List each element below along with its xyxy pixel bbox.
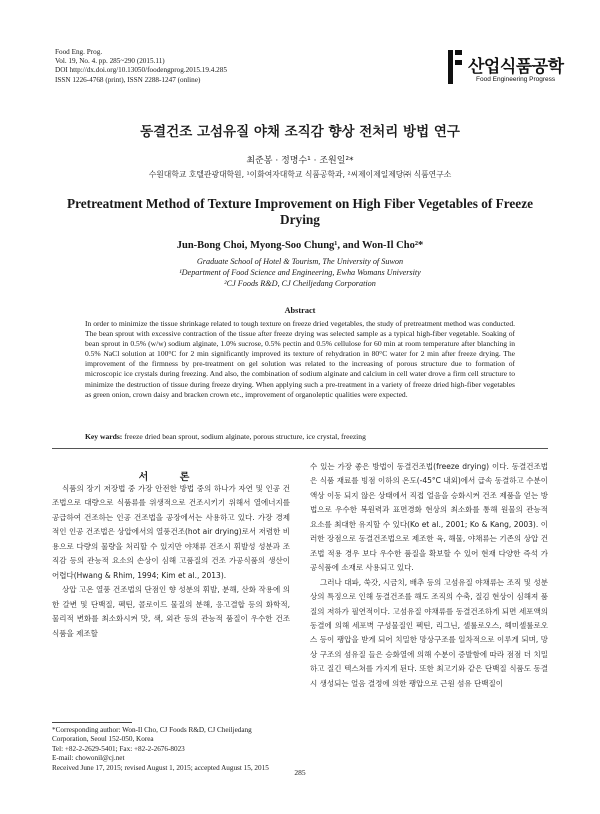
footnote-corresponding: *Corresponding author: Won-Il Cho, CJ Foods R&D, CJ Cheiljedang Corporation, Seoul 152-050, Korea (52, 726, 252, 744)
journal-name: Food Eng. Prog. (55, 48, 103, 56)
abstract-heading: Abstract (284, 306, 316, 315)
intro-paragraph-1: 식품의 장기 저장법 중 가장 안전한 방법 중의 하나가 자연 및 인공 건조법으로 대량으로 식품류를 위생적으로 건조시키기 위해서 열에너지를 공급하여 건조하는 인공 건조법을 공장에서는 사용하고 있다. 가장 경제적인 인공 건조법은 상압에서의 열풍건조(hot air drying)로서 저렴한 비용으로 다량의 물량을 처리할 수 있지만 야채류 건조시 휘발성 성분과 조직감 등의 관능적 요소의 손상이 심해 고품질의 건조 가공식품의 생산이 어렵다(Hwang & Rhim, 1994; Kim et al., 2013). (52, 484, 290, 580)
journal-issn: ISSN 1226-4768 (print), ISSN 2288-1247 (online) (55, 75, 201, 84)
keywords-list: freeze dried bean sprout, sodium alginate, porous structure, ice crystal, freezing (124, 432, 366, 441)
korean-title: 동결건조 고섬유질 야채 조직감 향상 전처리 방법 연구 (140, 124, 460, 140)
affiliation-1: Graduate School of Hotel & Tourism, The University of Suwon (196, 257, 404, 266)
journal-meta (55, 48, 227, 85)
korean-authors: 최준봉 · 정명수¹ · 조원일²* (246, 156, 354, 166)
intro-paragraph-4: 그러나 대파, 쑥갓, 시금치, 배추 등의 고섬유질 야채류는 조직 및 성분상의 특징으로 인해 동결건조를 해도 조직의 수축, 질김 현상이 심해져 품질의 저하가 필연적이다. 고섬유질 야채류를 동결건조하게 되면 세포액의 동결에 의해 세포벽 구성물질인 펙틴, 리그닌, 셀룰로오스, 헤미셀룰로오스 등이 팽압을 받게 되어 치밀한 망상구조를 일차적으로 이루게 되며, 망상 구조의 섬유질 들은 승화열에 의해 수분이 증발함에 따라 점점 더 치밀하고 질긴 텍스쳐를 가지게 된다. 또한 최고기와 같은 단백질 식품도 동결시 생성되는 얼음 결정에 의한 팽압으로 근원 섬유 단백질이 (310, 577, 548, 688)
journal-doi: DOI http://dx.doi.org/10.13050/foodengprog.2015.19.4.285 (55, 66, 227, 75)
logo-title: 산업식품공학 (468, 57, 564, 77)
english-authors: Jun-Bong Choi, Myong-Soo Chung¹, and Won-Il Cho²* (176, 240, 424, 251)
section-heading-introduction: 서 론 (138, 472, 204, 483)
korean-affiliations: 수원대학교 호텔관광대학원, ¹이화여자대학교 식품공학과, ²씨제이제일제당㈜ 식품연구소 (148, 170, 452, 179)
footnote-phone: Tel: +82-2-2629-5401; Fax: +82-2-2676-8023 (52, 744, 185, 753)
footnote-dates: Received June 17, 2015; revised August 1, 2015; accepted August 15, 2015 (52, 763, 269, 772)
journal-logo (448, 50, 564, 90)
keywords (85, 432, 515, 441)
logo-subtitle: Food Engineering Progress (476, 76, 556, 83)
footnote-divider (52, 722, 132, 723)
footnote-email: E-mail: chowonil@cj.net (52, 754, 125, 763)
divider (52, 448, 548, 449)
abstract-text: In order to minimize the tissue shrinkage related to tough texture on freeze dried vegetables, the study of pretreatment method was conducted. The bean sprout with excessive contraction of the tissue after freeze drying was selected sample as a typical high-fiber vegetable. Soaking of bean sprout in 0.5% (w/w) sodium alginate, 1.0% sucrose, 0.5% pectin and 0.5% cellulose for 60 min at room temperature after blanching in 0.5% NaCl solution at 100°C for 2 min significantly improved its texture of rehydration in 80°C water for 2 min after freeze drying. The improvement of the firmness by pre-treatment on gel solution was related to the increasing of porous structure due to formation of microscopic ice crystals during freezing. And also, the combination of sodium alginate and calcium in cell water drove a firm cell structure to minimize the destruction of tissue during freeze drying. When applying such a pre-treatment in a variety of freeze dried high-fiber vegetables as green onion, crown daisy and bracken crown etc., improvement of organoleptic qualities were expected. (85, 319, 515, 399)
keywords-label: Key wards: (85, 432, 123, 441)
right-column (310, 460, 548, 691)
left-column (52, 482, 290, 641)
logo-mark-icon (448, 50, 462, 84)
english-affiliations (0, 256, 600, 289)
footnote (52, 726, 290, 773)
affiliation-2: ¹Department of Food Science and Engineering, Ewha Womans University (179, 268, 421, 277)
page-number: 285 (294, 768, 306, 777)
affiliation-3: ²CJ Foods R&D, CJ Cheiljedang Corporation (224, 279, 376, 288)
journal-volume: Vol. 19, No. 4. pp. 285~290 (2015.11) (55, 57, 165, 66)
intro-paragraph-3: 수 있는 가장 좋은 방법이 동결건조법(freeze drying) 이다. 동결건조법은 식품 재료를 빙점 이하의 온도(-45°C 내외)에서 급속 동결하고 수분이 액상 이동 되지 않은 상태에서 직접 얼음을 승화시켜 건조 제품을 얻는 방법으로 우수한 복원력과 표면경화 현상의 최소화를 통해 원물의 관능적 요소를 최대한 유지할 수 있다(Ko et al., 2001; Ko & Kang, 2003). 이러한 장점으로 동결건조법으로 제조한 육, 해물, 야채류는 기존의 상압 건조법 적용 경우 보다 우수한 품질을 확보할 수 있어 현재 다양한 즉석 가공식품에 소재로 사용되고 있다. (310, 462, 548, 573)
intro-paragraph-2: 상압 고온 열풍 건조법의 단점인 향 성분의 휘발, 분해, 산화 작용에 의한 갈변 및 단백질, 펙틴, 콜로이드 물질의 분해, 응고결합 등의 화학적, 물리적 변화를 최소화시켜 맛, 색, 외관 등의 관능적 품질이 우수한 건조 식품을 제조할 (52, 585, 290, 638)
english-title: Pretreatment Method of Texture Improvement on High Fiber Vegetables of Freeze Drying (66, 196, 534, 227)
